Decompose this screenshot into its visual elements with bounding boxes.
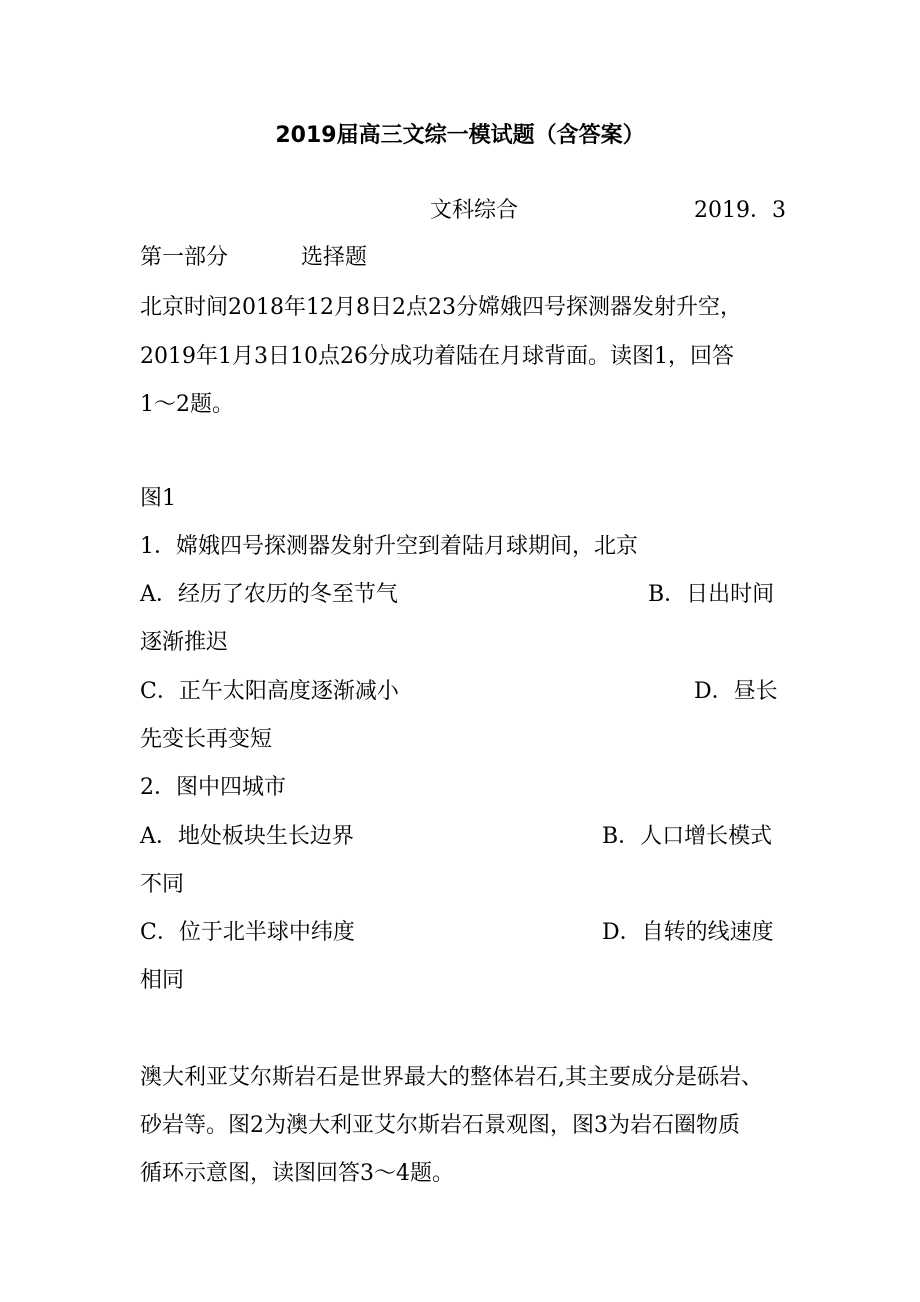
q1-option-c: C．正午太阳高度逐渐减小 — [140, 679, 399, 704]
q2-option-d-continued: 相同 — [140, 968, 185, 993]
q1-option-d: D．昼长 — [694, 679, 778, 704]
part-name: 选择题 — [301, 245, 368, 270]
intro2-line-1: 澳大利亚艾尔斯岩石是世界最大的整体岩石,其主要成分是砾岩、 — [140, 1065, 763, 1090]
q2-option-b: B．人口增长模式 — [602, 824, 773, 849]
intro2-line-2: 砂岩等。图2为澳大利亚艾尔斯岩石景观图，图3为岩石圈物质 — [140, 1113, 740, 1138]
subject-label: 文科综合 — [430, 198, 519, 223]
q2-option-b-continued: 不同 — [140, 872, 185, 897]
document-title: 2019届高三文综一模试题（含答案） — [275, 123, 645, 148]
q2-option-d: D．自转的线速度 — [602, 920, 774, 945]
part-label: 第一部分 — [140, 245, 229, 270]
figure1-label: 图1 — [140, 486, 176, 511]
q1-option-a: A．经历了农历的冬至节气 — [140, 582, 398, 607]
exam-date: 2019．3 — [694, 198, 786, 223]
q1-option-b-continued: 逐渐推迟 — [140, 630, 229, 655]
intro1-line-2: 2019年1月3日10点26分成功着陆在月球背面。读图1，回答 — [140, 344, 734, 369]
q1-stem: 1．嫦娥四号探测器发射升空到着陆月球期间，北京 — [140, 534, 638, 559]
intro2-line-3: 循环示意图，读图回答3～4题。 — [140, 1161, 454, 1186]
q1-option-b: B．日出时间 — [648, 582, 775, 607]
q2-stem: 2．图中四城市 — [140, 775, 286, 800]
intro1-line-3: 1～2题。 — [140, 392, 234, 417]
q2-option-a: A．地处板块生长边界 — [140, 824, 354, 849]
q1-option-d-continued: 先变长再变短 — [140, 727, 273, 752]
q2-option-c: C．位于北半球中纬度 — [140, 920, 355, 945]
intro1-line-1: 北京时间2018年12月8日2点23分嫦娥四号探测器发射升空， — [140, 295, 742, 320]
